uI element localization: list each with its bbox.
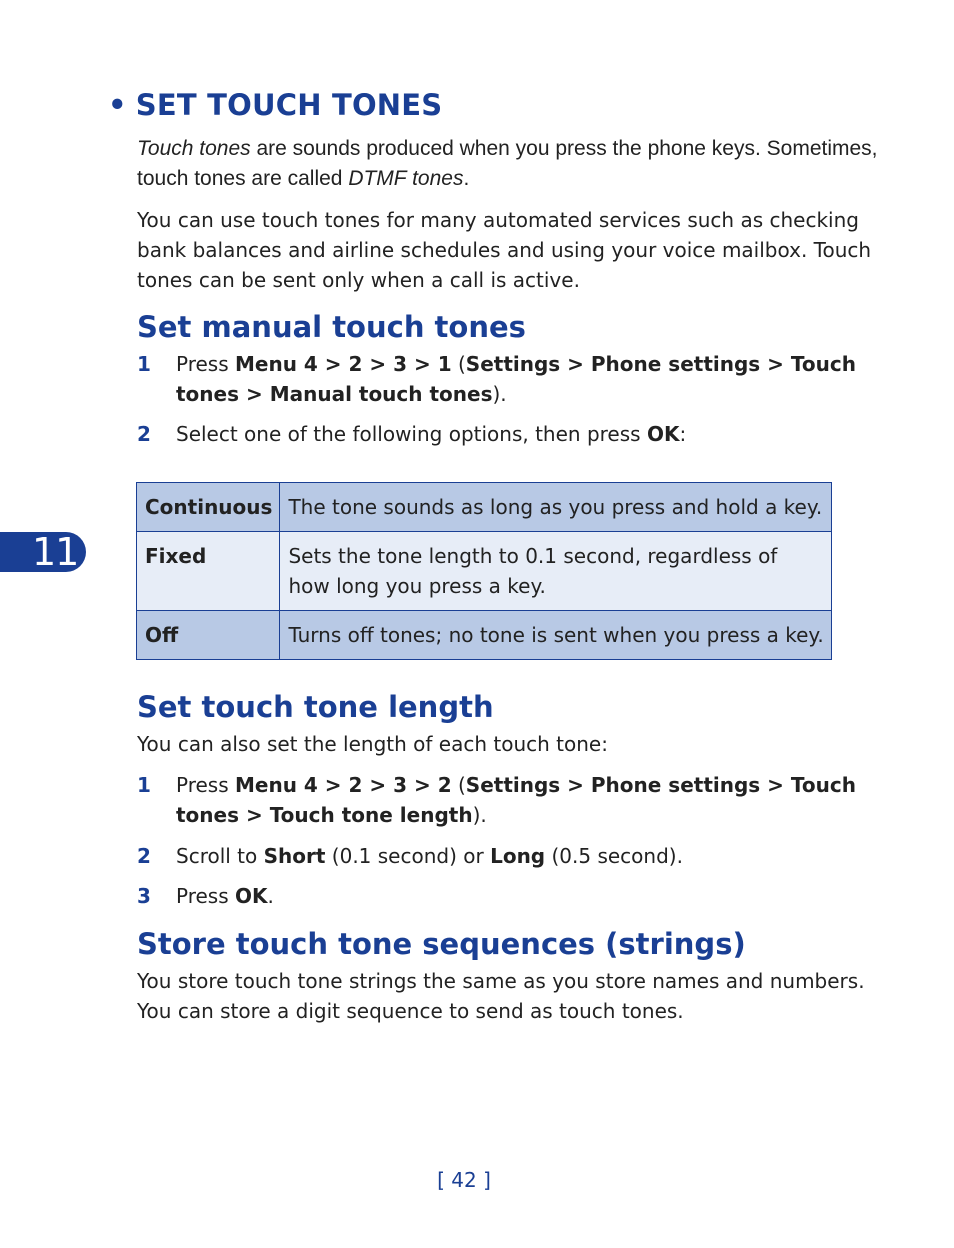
- step-text: [176, 419, 837, 449]
- chapter-number: 11: [32, 530, 79, 574]
- step-text: [176, 841, 837, 871]
- step-pre: Press: [176, 773, 235, 797]
- page-number: [ 42 ]: [437, 1168, 491, 1192]
- paren-close: ).: [492, 382, 507, 406]
- intro-p2-line1: You can use touch tones for many automated services such as checking: [137, 208, 859, 232]
- option-name: Fixed: [137, 532, 280, 611]
- step-text: [176, 770, 856, 830]
- step-number: 2: [137, 422, 151, 446]
- title-text: SET TOUCH TONES: [135, 88, 443, 122]
- options-table: [136, 482, 832, 660]
- strings-line1: You store touch tone strings the same as you store names and numbers.: [137, 969, 865, 993]
- option-description: [280, 532, 831, 611]
- intro-p1-end: .: [463, 167, 470, 190]
- chapter-tab: [0, 532, 86, 572]
- option-name: Off: [137, 611, 280, 660]
- description-line1: Sets the tone length to 0.1 second, regardless of: [288, 544, 778, 568]
- option-description: [280, 483, 831, 532]
- step-number: 1: [137, 352, 151, 376]
- table-row-off: [137, 611, 832, 660]
- step-pre: Scroll to: [176, 844, 264, 868]
- step-mid: (0.1 second) or: [325, 844, 491, 868]
- step-post: .: [267, 884, 274, 908]
- manual-step-2: [137, 419, 837, 449]
- menu-path: Menu 4 > 2 > 3 > 2: [235, 773, 452, 797]
- step-pre: Select one of the following options, then press: [176, 422, 647, 446]
- intro-p2-line2: bank balances and airline schedules and using your voice mailbox. Touch: [137, 238, 872, 262]
- ok-key: OK: [646, 422, 680, 446]
- intro-p1-line2: touch tones are called: [137, 167, 349, 190]
- manual-step-1: [137, 349, 856, 409]
- heading-set-manual-touch-tones: Set manual touch tones: [137, 310, 526, 344]
- intro-paragraph-2: [137, 205, 871, 295]
- table-row-fixed: [137, 532, 832, 611]
- page-title: [108, 88, 442, 122]
- paren-open: (: [451, 773, 466, 797]
- strings-line2: You can store a digit sequence to send as touch tones.: [137, 999, 684, 1023]
- description-line2: how long you press a key.: [288, 574, 546, 598]
- step-post: :: [679, 422, 687, 446]
- paren-open: (: [451, 352, 466, 376]
- option-name: Continuous: [137, 483, 280, 532]
- step-pre: Press: [176, 352, 235, 376]
- length-step-1: [137, 770, 856, 830]
- description-line1: The tone sounds as long as you press and hold a key.: [288, 495, 823, 519]
- intro-p1-text: are sounds produced when you press the phone keys. Sometimes,: [250, 137, 878, 160]
- step-pre: Press: [176, 884, 235, 908]
- term-touch-tones: Touch tones: [137, 137, 251, 160]
- length-step-3: [137, 881, 837, 911]
- intro-p2-line3: tones can be sent only when a call is active.: [137, 268, 580, 292]
- menu-names-line1: Settings > Phone settings > Touch: [465, 773, 856, 797]
- strings-paragraph: [137, 966, 865, 1026]
- step-text: [176, 349, 856, 409]
- length-step-2: [137, 841, 837, 871]
- ok-key: OK: [235, 884, 268, 908]
- menu-path: Menu 4 > 2 > 3 > 1: [235, 352, 452, 376]
- menu-names-line2: tones > Manual touch tones: [176, 382, 493, 406]
- step-number: 2: [137, 844, 151, 868]
- heading-store-touch-tone-sequences: Store touch tone sequences (strings): [137, 927, 746, 961]
- title-bullet: •: [108, 88, 127, 122]
- term-dtmf-tones: DTMF tones: [348, 167, 464, 190]
- menu-names-line2: tones > Touch tone length: [176, 803, 473, 827]
- menu-names-line1: Settings > Phone settings > Touch: [465, 352, 856, 376]
- option-long: Long: [490, 844, 546, 868]
- length-intro: You can also set the length of each touch tone:: [137, 732, 608, 756]
- step-number: 1: [137, 773, 151, 797]
- table-row-continuous: [137, 483, 832, 532]
- option-short: Short: [263, 844, 326, 868]
- intro-paragraph-1: [137, 134, 878, 194]
- description-line1: Turns off tones; no tone is sent when you press a key.: [288, 623, 824, 647]
- step-post: (0.5 second).: [545, 844, 683, 868]
- paren-close: ).: [472, 803, 487, 827]
- step-text: [176, 881, 837, 911]
- step-number: 3: [137, 884, 151, 908]
- option-description: [280, 611, 831, 660]
- heading-set-touch-tone-length: Set touch tone length: [137, 690, 494, 724]
